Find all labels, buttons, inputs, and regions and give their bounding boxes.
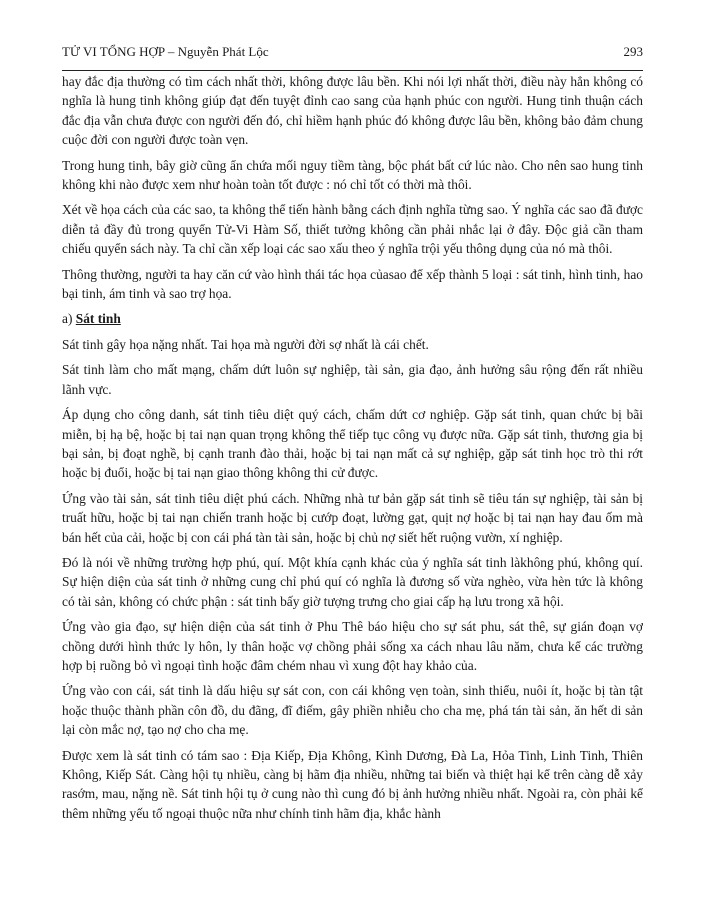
paragraph: Ứng vào con cái, sát tinh là dấu hiệu sự sát con, con cái không vẹn toàn, sinh thiểu, nuôi ít, hoặc bị tàn tật hoặc thuộc thành phần côn đồ, du đãng, đĩ điếm, gây phiền nhiễu cho cha mẹ, phá tán tài sản, ăn hết di sản lại còn mắc nợ, tạo nợ cho cha mẹ.	[62, 683, 643, 738]
paragraph: Áp dụng cho công danh, sát tinh tiêu diệt quý cách, chấm dứt cơ nghiệp. Gặp sát tinh, quan chức bị bãi miễn, bị hạ bệ, hoặc bị tai nạn quan trọng không thể tiếp tục công vụ được nữa. Gặp sát tinh, thương gia bị bại sản, bị đoạt nghề, bị cạnh tranh đào thải, hoặc bị tai nạn mất cả sự nghiệp, gặp sát tinh học trò thi rớt hoặc bị đuổi, hoặc bị tai nạn giao thông không thi cử được.	[62, 407, 643, 481]
page-header	[62, 40, 643, 60]
paragraph: Sát tinh làm cho mất mạng, chấm dứt luôn sự nghiệp, tài sản, gia đạo, ảnh hưởng sâu rộng đến rất nhiều lãnh vực.	[62, 362, 643, 397]
paragraph: Ứng vào tài sản, sát tinh tiêu diệt phú cách. Những nhà tư bản gặp sát tinh sẽ tiêu tán sự nghiệp, tài sản bị truất hữu, hoặc bị tai nạn chiến tranh hoặc bị cướp đoạt, lường gạt, quịt nợ hoặc bị tai nạn hay đau ốm mà bán hết của cải, hoặc bị con cái phá tàn tài sản, hoặc bị chủ nợ siết hết ruộng vườn, xí nghiệp.	[62, 490, 643, 545]
paragraph: Xét về họa cách của các sao, ta không thể tiến hành bằng cách định nghĩa từng sao. Ý nghĩa các sao đã được diễn tả đầy đủ trong quyển Tử-Vi Hàm Số, thiết tưởng không cần phải nhắc lại ở đây. Độc giả cần tham chiếu quyển sách này. Ta chỉ cần xếp loại các sao xấu theo ý nghĩa trội yếu thông dụng của nó mà thôi.	[62, 202, 643, 257]
paragraph: Trong hung tinh, bây giờ cũng ẩn chứa mối nguy tiềm tàng, bộc phát bất cứ lúc nào. Cho nên sao hung tinh không khi nào được xem như hoàn toàn tốt được : nó chỉ tốt có thời mà thôi.	[62, 157, 643, 193]
section-heading	[62, 309, 643, 328]
section-marker: a)	[62, 311, 73, 327]
page-number: 293	[623, 44, 643, 59]
paragraph: Đó là nói về những trường hợp phú, quí. Một khía cạnh khác của ý nghĩa sát tinh làkhông phú, không quí. Sự hiện diện của sát tinh ở những cung chỉ phú quí có nghĩa là đương số vừa nghèo, vừa hèn tức là không có tài sản, không có chức phận : sát tinh bấy giờ tượng trưng cho giai cấp hạ lưu trong xã hội.	[62, 554, 643, 609]
page-body	[62, 72, 643, 905]
section-title: Sát tinh	[75, 311, 121, 327]
paragraph: Thông thường, người ta hay căn cứ vào hình thái tác họa củasao để xếp thành 5 loại : sát tinh, hình tinh, hao bại tinh, ám tinh và sao trợ họa.	[62, 266, 643, 302]
running-title: TỬ VI TỔNG HỢP – Nguyễn Phát Lộc	[62, 44, 269, 59]
paragraph: Được xem là sát tinh có tám sao : Địa Kiếp, Địa Không, Kình Dương, Đà La, Hỏa Tinh, Linh Tinh, Thiên Không, Kiếp Sát. Càng hội tụ nhiều, càng bị hãm địa nhiều, những tai biến và thiệt hại kể trên càng dễ xảy rasớm, mau, nặng nề. Sát tinh hội tụ ở cung nào thì cung đó bị ảnh hưởng nhiều nhất. Ngoài ra, còn phải kể thêm những yếu tố ngoại thuộc nữa như chính tinh hãm địa, khắc hành	[62, 747, 643, 821]
header-rule	[62, 70, 643, 71]
paragraph: Sát tinh gây họa nặng nhất. Tai họa mà người đời sợ nhất là cái chết.	[62, 336, 429, 352]
paragraph: hay đắc địa thường có tìm cách nhất thời, không được lâu bền. Khi nói lợi nhất thời, điều này hẳn không có nghĩa là hung tinh không giúp đạt đến tuyệt đỉnh cao sang của hạnh phúc con người. Hung tinh thuận cách đắc địa vẫn chưa được con người đến đó, chỉ hiềm hạnh phúc đó không được lâu bền, không bảo đảm chung cuộc đời con người được toàn vẹn.	[62, 74, 643, 148]
paragraph: Ứng vào gia đạo, sự hiện diện của sát tinh ở Phu Thê báo hiệu cho sự sát phu, sát thê, sự gián đoạn vợ chồng dưới hình thức ly hôn, ly thân hoặc vợ chồng phải sống xa cách nhau lâu năm, chưa kể các trường hợp bị ruồng bỏ vì ngoại tình hoặc đâm chém nhau vì xung đột hay khảo của.	[62, 619, 643, 673]
